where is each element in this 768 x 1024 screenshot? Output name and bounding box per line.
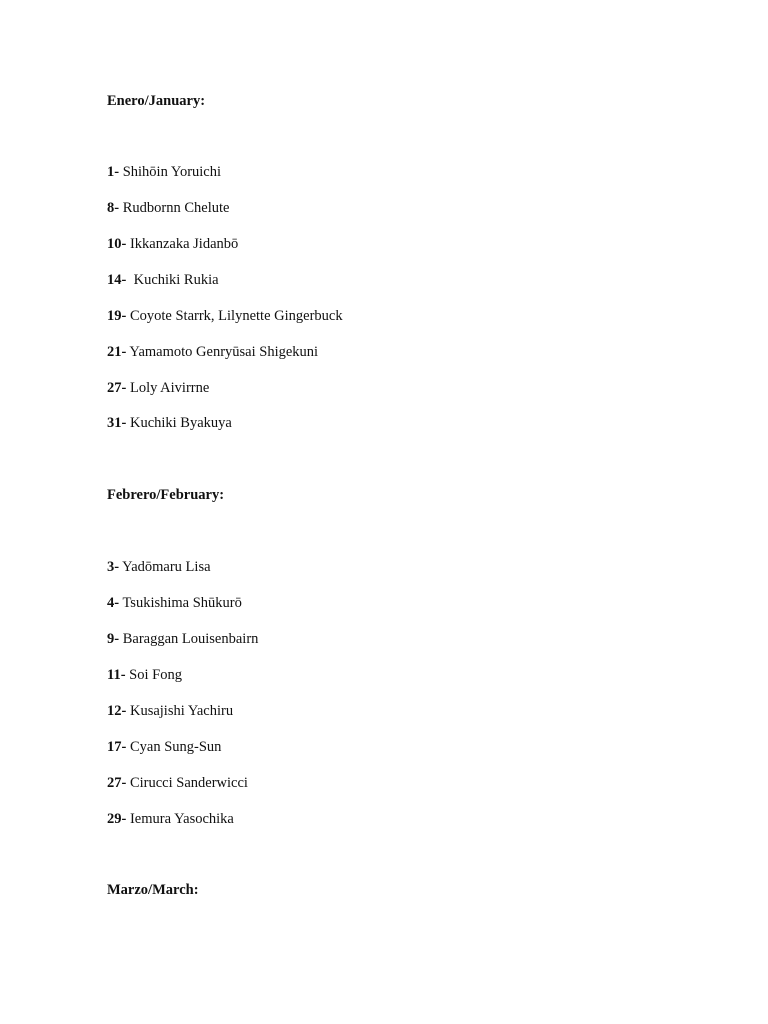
entry-names: Kuchiki Rukia: [126, 272, 219, 288]
entry-day: 27-: [107, 380, 127, 396]
birthday-entry: [107, 594, 242, 612]
entry-names: Ikkanzaka Jidanbō: [126, 236, 239, 252]
entry-day: 19-: [107, 308, 127, 324]
entry-day: 10-: [107, 236, 127, 252]
entry-day: 11-: [107, 667, 126, 683]
entry-day: 8-: [107, 200, 120, 216]
entry-names: Soi Fong: [125, 667, 182, 683]
birthday-entry: [107, 379, 209, 397]
entry-day: 31-: [107, 415, 127, 431]
birthday-entry: [107, 630, 258, 648]
entry-names: Cirucci Sanderwicci: [126, 775, 248, 791]
entry-names: Kusajishi Yachiru: [126, 703, 234, 719]
birthday-entry: [107, 343, 318, 361]
entry-day: 12-: [107, 703, 127, 719]
entry-names: Shihōin Yoruichi: [119, 164, 222, 180]
birthday-entry: [107, 702, 233, 720]
entry-names: Kuchiki Byakuya: [126, 415, 232, 431]
birthday-entry: [107, 738, 221, 756]
birthday-entry: [107, 810, 234, 828]
month-heading-january: Enero/January:: [107, 93, 206, 109]
entry-day: 1-: [107, 164, 120, 180]
entry-names: Baraggan Louisenbairn: [119, 631, 259, 647]
entry-names: Tsukishima Shūkurō: [119, 595, 242, 611]
entry-names: Yadōmaru Lisa: [119, 559, 211, 575]
entry-day: 9-: [107, 631, 120, 647]
birthday-entry: [107, 307, 343, 325]
birthday-entry: [107, 666, 182, 684]
entry-names: Coyote Starrk, Lilynette Gingerbuck: [126, 308, 343, 324]
birthday-entry: [107, 271, 219, 289]
birthday-entry: [107, 414, 232, 432]
entry-names: Rudbornn Chelute: [119, 200, 230, 216]
entry-names: Iemura Yasochika: [126, 811, 234, 827]
entry-day: 17-: [107, 739, 127, 755]
birthday-entry: [107, 199, 229, 217]
birthday-entry: [107, 163, 221, 181]
entry-day: 27-: [107, 775, 127, 791]
entry-day: 21-: [107, 344, 127, 360]
birthday-entry: [107, 774, 248, 792]
entry-names: Yamamoto Genryūsai Shigekuni: [126, 344, 319, 360]
month-heading-march: Marzo/March:: [107, 882, 199, 898]
birthday-entry: [107, 235, 238, 253]
month-heading-february: Febrero/February:: [107, 487, 225, 503]
entry-day: 14-: [107, 272, 127, 288]
birthday-entry: [107, 558, 211, 576]
entry-names: Loly Aivirrne: [126, 380, 210, 396]
entry-day: 3-: [107, 559, 120, 575]
entry-day: 4-: [107, 595, 120, 611]
entry-day: 29-: [107, 811, 127, 827]
entry-names: Cyan Sung-Sun: [126, 739, 222, 755]
